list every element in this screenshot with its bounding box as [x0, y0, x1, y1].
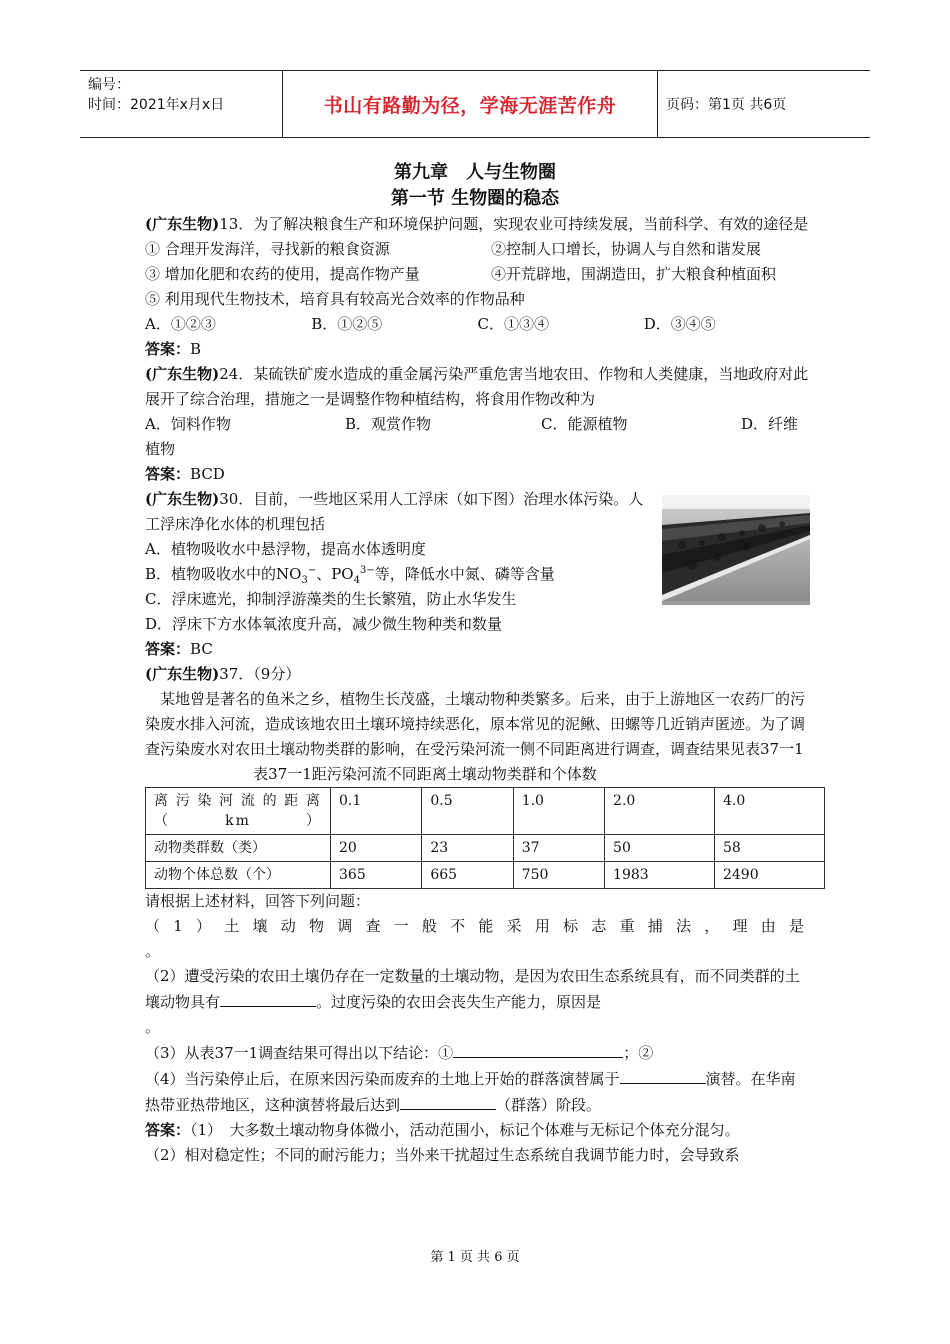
answer-blank[interactable] [453, 1040, 623, 1058]
table-cell: 50 [605, 835, 715, 862]
q37-prompt: 请根据上述材料，回答下列问题： [145, 892, 371, 910]
table-cell: 37 [513, 835, 604, 862]
number-label: 编号： [88, 77, 130, 93]
table-row [146, 862, 825, 889]
q37-sub1-end: 。 [145, 942, 161, 960]
answer-blank[interactable] [620, 1066, 706, 1084]
time-label: 时间：2021年x月x日 [88, 97, 225, 113]
floating-bed-photo [662, 495, 810, 605]
table-cell: 2490 [714, 862, 824, 889]
section-title: 第一节 生物圈的稳态 [390, 188, 560, 209]
table-cell: 23 [422, 835, 513, 862]
q37-sub2-end: 。 [145, 1018, 161, 1036]
table-caption: 表37一1距污染河流不同距离土壤动物类群和个体数 [253, 765, 597, 783]
q37-sub2: （2）遭受污染的农田土壤仍存在一定数量的土壤动物，是因为农田生态系统具有，而不同类群的土壤动物具有 。过度污染的农田会丧失生产能力，原因是 [145, 967, 800, 1011]
q37-stem: (广东生物)37．（9分） [145, 665, 301, 683]
answer-blank[interactable] [220, 989, 316, 1007]
table-cell: 0.5 [422, 788, 513, 835]
q37-answer-2: （2）相对稳定性；不同的耐污能力；当外来干扰超过生态系统自我调节能力时，会导致系 [145, 1146, 740, 1164]
q13-stem: (广东生物)13．为了解决粮食生产和环境保护问题，实现农业可持续发展，当前科学、有效的途径是 [145, 215, 809, 233]
q30-option-b: B．植物吸收水中的$NO_3^-$、$PO_4^{3-}$等，降低水中氮、磷等含量 [145, 565, 555, 586]
table-cell: 2.0 [605, 788, 715, 835]
q30-stem: (广东生物)30．目前，一些地区采用人工浮床（如下图）治理水体污染。人工浮床净化水体的机理包括 [145, 490, 644, 533]
q30-answer: 答案：BC [145, 640, 213, 658]
q30-option-c: C．浮床遮光，抑制浮游藻类的生长繁殖，防止水华发生 [145, 590, 517, 608]
chapter-title: 第九章 人与生物圈 [394, 162, 556, 183]
table-row-header: 离污染河流的距离（km） [146, 788, 331, 835]
table-cell: 750 [513, 862, 604, 889]
table-cell: 1983 [605, 862, 715, 889]
table-cell: 4.0 [714, 788, 824, 835]
page-header [80, 70, 870, 138]
q37-sub3: （3）从表37一1调查结果可得出以下结论：① ；② [145, 1040, 810, 1066]
table-cell: 20 [331, 835, 422, 862]
q13-items-row2: ③ 增加化肥和农药的使用，提高作物产量 ④开荒辟地，围湖造田，扩大粮食种植面积 [145, 265, 777, 283]
table-cell: 58 [714, 835, 824, 862]
q13-item5: ⑤ 利用现代生物技术，培育具有较高光合效率的作物品种 [145, 290, 525, 308]
q37-sub1: （1）土壤动物调查一般不能采用标志重捕法，理由是 [145, 917, 810, 935]
q37-sub4: （4）当污染停止后，在原来因污染而废弃的土地上开始的群落演替属于 演替。在华南热带亚热带地区，这种演替将最后达到 （群落）阶段。 [145, 1066, 810, 1118]
document-body [145, 212, 810, 1168]
q13-items-row1: ① 合理开发海洋，寻找新的粮食资源 ②控制人口增长，协调人与自然和谐发展 [145, 240, 762, 258]
q13-options: A．①②③ B．①②⑤ C．①③④ D．③④⑤ [145, 315, 716, 333]
table-cell: 365 [331, 862, 422, 889]
header-meta [80, 71, 282, 137]
header-motto: 书山有路勤为径，学海无涯苦作舟 [282, 71, 658, 137]
page-footer: 第 1 页 共 6 页 [430, 1250, 520, 1265]
q37-answer-1: 答案：（1） 大多数土壤动物身体微小，活动范围小，标记个体难与无标记个体充分混匀。 [145, 1121, 740, 1139]
q37-passage: 某地曾是著名的鱼米之乡，植物生长茂盛，土壤动物种类繁多。后来，由于上游地区一农药厂的污染废水排入河流，造成该地农田土壤环境持续恶化，原本常见的泥鳅、田螺等几近销声匿迹。为了调查污染废水对农田土壤动物类群的影响，在受污染河流一侧不同距离进行调查，调查结果见表37一1 [145, 690, 806, 758]
table-cell: 1.0 [513, 788, 604, 835]
table-cell: 665 [422, 862, 513, 889]
table-row-header: 动物类群数（类） [146, 835, 331, 862]
q24-answer: 答案：BCD [145, 465, 225, 483]
q24-stem: (广东生物)24．某硫铁矿废水造成的重金属污染严重危害当地农田、作物和人类健康，当地政府对此展开了综合治理，措施之一是调整作物种植结构，将食用作物改种为 [145, 365, 809, 408]
q30-option-d: D．浮床下方水体氧浓度升高，减少微生物种类和数量 [145, 615, 503, 633]
answer-blank[interactable] [400, 1092, 496, 1110]
header-page-info: 页码：第1页 共6页 [666, 97, 787, 113]
table-row [146, 788, 825, 835]
table-cell: 0.1 [331, 788, 422, 835]
data-table [145, 787, 825, 889]
table-row-header: 动物个体总数（个） [146, 862, 331, 889]
q30-option-a: A．植物吸收水中悬浮物，提高水体透明度 [145, 540, 426, 558]
q30-block [145, 487, 810, 662]
q24-options: A．饲料作物 B．观赏作物 C．能源植物 D．纤维植物 [145, 415, 799, 458]
q13-answer: 答案：B [145, 340, 202, 358]
table-row [146, 835, 825, 862]
